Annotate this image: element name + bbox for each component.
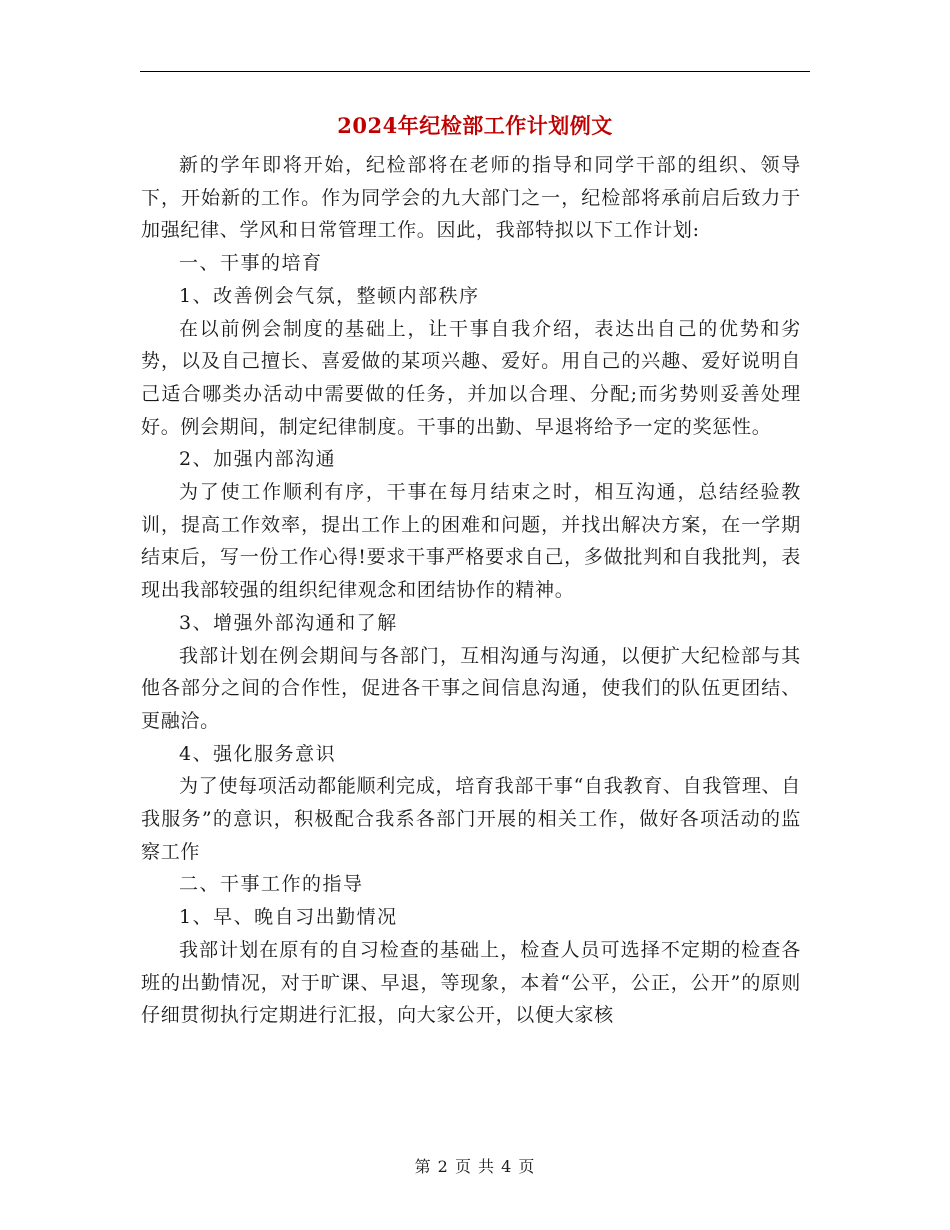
paragraph-1-2: 为了使工作顺利有序，干事在每月结束之时，相互沟通，总结经验教训，提高工作效率，提出工作上的困难和问题，并找出解决方案，在一学期结束后，写一份工作心得!要求干事严格要求自己，多做批判和自我批判，表现出我部较强的组织纪律观念和团结协作的精神。 bbox=[141, 481, 801, 602]
paragraph-1-4: 为了使每项活动都能顺利完成，培育我部干事“自我教育、自我管理、自我服务”的意识，积极配合我系各部门开展的相关工作，做好各项活动的监察工作 bbox=[141, 775, 801, 863]
document-body bbox=[141, 149, 801, 1032]
section-heading-1: 一、干事的培育 bbox=[179, 252, 323, 275]
paragraph-intro: 新的学年即将开始，纪检部将在老师的指导和同学干部的组织、领导下，开始新的工作。作为同学会的九大部门之一，纪检部将承前启后致力于加强纪律、学风和日常管理工作。因此，我部特拟以下工作计划: bbox=[141, 154, 801, 242]
paragraph-1-3: 我部计划在例会期间与各部门，互相沟通与沟通，以便扩大纪检部与其他各部分之间的合作性，促进各干事之间信息沟通，使我们的队伍更团结、更融洽。 bbox=[141, 644, 801, 732]
subsection-heading-2-1: 1、早、晚自习出勤情况 bbox=[179, 906, 398, 929]
paragraph-2-1: 我部计划在原有的自习检查的基础上，检查人员可选择不定期的检查各班的出勤情况，对于旷课、早退，等现象，本着“公平，公正，公开”的原则仔细贯彻执行定期进行汇报，向大家公开，以便大家核 bbox=[141, 938, 801, 1027]
paragraph-1-1: 在以前例会制度的基础上，让干事自我介绍，表达出自己的优势和劣势，以及自己擅长、喜爱做的某项兴趣、爱好。用自己的兴趣、爱好说明自己适合哪类办活动中需要做的任务，并加以合理、分配;而劣势则妥善处理好。例会期间，制定纪律制度。干事的出勤、早退将给予一定的奖惩性。 bbox=[141, 317, 801, 438]
subsection-heading-1-1: 1、改善例会气氛，整顿内部秩序 bbox=[179, 284, 480, 307]
page-number: 第 2 页 共 4 页 bbox=[414, 1157, 536, 1176]
subsection-heading-1-2: 2、加强内部沟通 bbox=[179, 448, 337, 471]
document-title: 2024年纪检部工作计划例文 bbox=[337, 113, 613, 138]
section-heading-2: 二、干事工作的指导 bbox=[179, 873, 364, 896]
subsection-heading-1-3: 3、增强外部沟通和了解 bbox=[179, 611, 398, 634]
header-rule bbox=[140, 71, 810, 72]
subsection-heading-1-4: 4、强化服务意识 bbox=[179, 742, 337, 765]
